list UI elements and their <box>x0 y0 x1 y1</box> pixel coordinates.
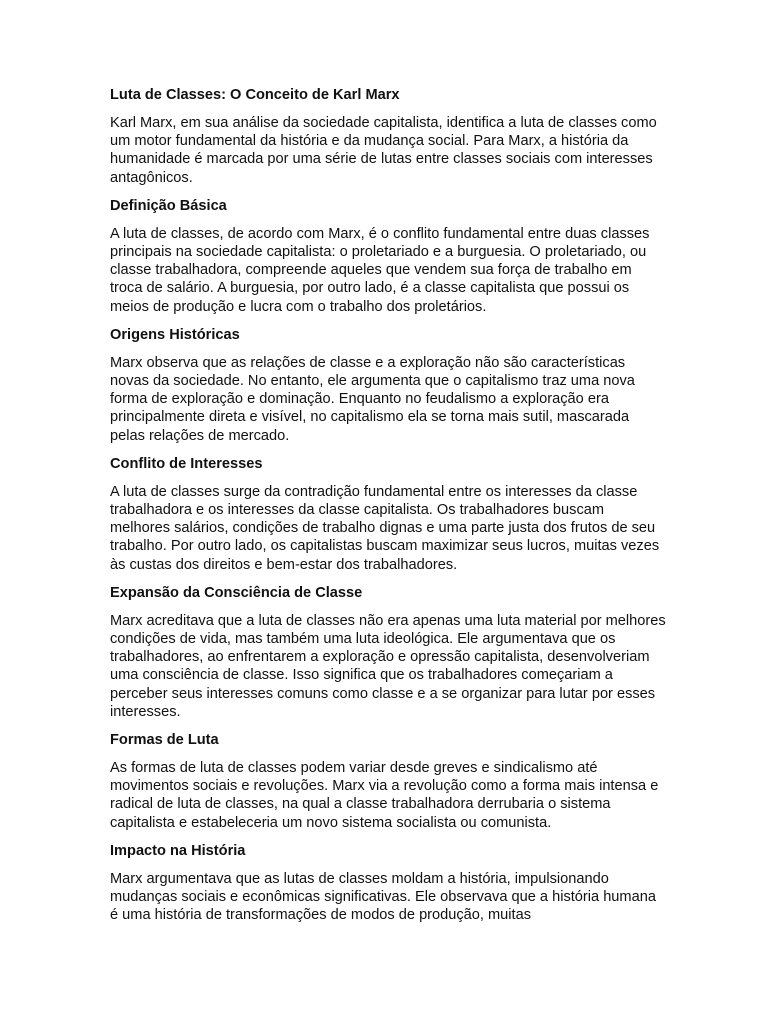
section-heading: Definição Básica <box>110 197 227 214</box>
intro-paragraph: Karl Marx, em sua análise da sociedade capitalista, identifica a luta de classes como um motor fundamental da história e da mudança social. Para Marx, a história da humanidade é marcada por uma série de lutas entre classes sociais com interesses antagônicos. <box>110 115 657 186</box>
section-impacto-na-historia <box>110 842 666 925</box>
document-title: Luta de Classes: O Conceito de Karl Marx <box>110 87 400 103</box>
section-paragraph: Marx acreditava que a luta de classes não era apenas uma luta material por melhores condições de vida, mas também uma luta ideológica. Ele argumentava que os trabalhadores, ao enfrentarem a exploração e opressão capitalista, desenvolveriam uma consciência de classe. Isso significa que os trabalhadores começariam a perceber seus interesses comuns como classe e a se organizar para lutar por esses interesses. <box>110 612 666 720</box>
document-page <box>110 86 666 935</box>
section-paragraph: As formas de luta de classes podem variar desde greves e sindicalismo até movimentos sociais e revoluções. Marx via a revolução como a forma mais intensa e radical de luta de classes, na qual a classe trabalhadora derrubaria o sistema capitalista e estabeleceria um novo sistema socialista ou comunista. <box>110 760 659 831</box>
section-conflito-de-interesses <box>110 455 666 574</box>
section-formas-de-luta <box>110 731 666 832</box>
section-paragraph: Marx observa que as relações de classe e a exploração não são características novas da sociedade. No entanto, ele argumenta que o capitalismo traz uma nova forma de exploração e dominação. Enquanto no feudalismo a exploração era principalmente direta e visível, no capitalismo ela se torna mais sutil, mascarada pelas relações de mercado. <box>110 354 635 444</box>
section-heading: Impacto na História <box>110 842 246 859</box>
section-paragraph: A luta de classes surge da contradição fundamental entre os interesses da classe trabalhadora e os interesses da classe capitalista. Os trabalhadores buscam melhores salários, condições de trabalho dignas e uma parte justa dos frutos de seu trabalho. Por outro lado, os capitalistas buscam maximizar seus lucros, muitas vezes às custas dos direitos e bem-estar dos trabalhadores. <box>110 483 660 573</box>
section-heading: Formas de Luta <box>110 732 219 749</box>
section-paragraph: Marx argumentava que as lutas de classes moldam a história, impulsionando mudanças sociais e econômicas significativas. Ele observava que a história humana é uma história de transformações de modos de produção, muitas <box>110 870 656 924</box>
section-origens-historicas <box>110 326 666 445</box>
section-consciencia-de-classe <box>110 584 666 721</box>
section-definicao-basica <box>110 197 666 316</box>
section-heading: Origens Históricas <box>110 326 240 343</box>
section-heading: Conflito de Interesses <box>110 455 263 472</box>
section-heading: Expansão da Consciência de Classe <box>110 584 363 601</box>
section-paragraph: A luta de classes, de acordo com Marx, é o conflito fundamental entre duas classes principais na sociedade capitalista: o proletariado e a burguesia. O proletariado, ou classe trabalhadora, compreende aqueles que vendem sua força de trabalho em troca de salário. A burguesia, por outro lado, é a classe capitalista que possui os meios de produção e lucra com o trabalho dos proletários. <box>110 225 650 315</box>
